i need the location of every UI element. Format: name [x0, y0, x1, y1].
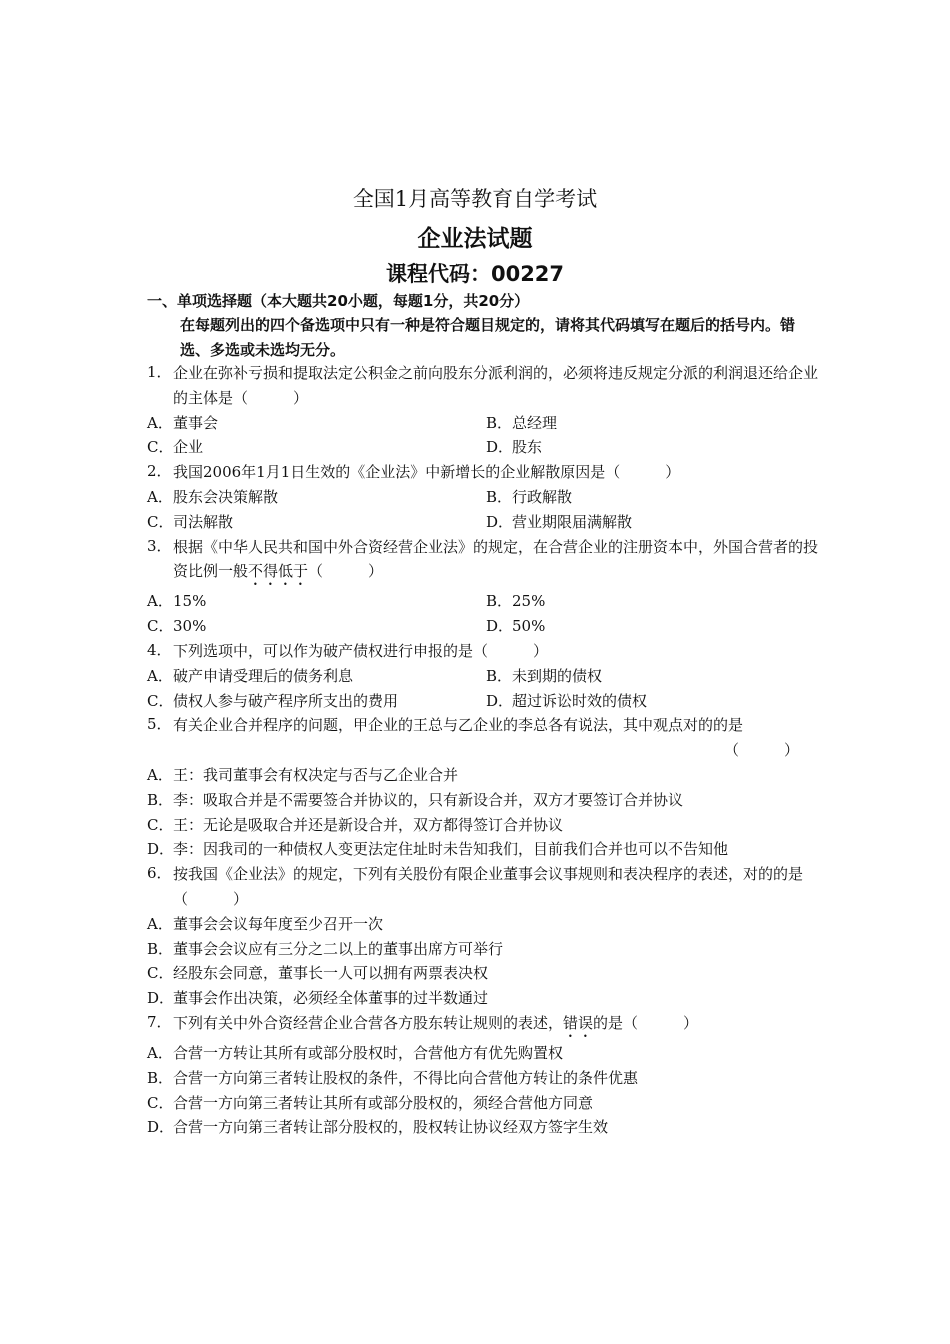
- stem-text: 下列有关中外合资经营企业合营各方股东转让规则的表述，: [173, 1013, 564, 1032]
- option-row: [147, 986, 819, 1011]
- question-number: 3．: [147, 536, 172, 555]
- question-3: [147, 535, 819, 590]
- question-stem: 我国2006年1月1日生效的《企业法》中新增长的企业解散原因是（ ）: [173, 463, 681, 482]
- option-text: 30%: [173, 617, 207, 636]
- option-row: [147, 510, 819, 535]
- option-label: B．: [486, 413, 513, 432]
- option-label: D．: [486, 691, 514, 710]
- option-text: 营业期限届满解散: [512, 512, 633, 531]
- option-row: [147, 614, 819, 639]
- question-stem: [173, 535, 818, 590]
- option-label: D．: [147, 989, 175, 1008]
- exam-title: 全国1月高等教育自学考试: [352, 187, 598, 211]
- option-row: [147, 1091, 819, 1116]
- section-instruction: 在每题列出的四个备选项中只有一种是符合题目规定的，请将其代码填写在题后的括号内。错选、多选或未选均无分。: [180, 316, 796, 359]
- question-5: [147, 713, 819, 738]
- question-number: 1．: [147, 363, 172, 381]
- option-text: 司法解散: [173, 512, 234, 531]
- option-row: [147, 411, 819, 436]
- option-row: [147, 664, 819, 689]
- option-row: [147, 912, 819, 937]
- option-text: 超过诉讼时效的债权: [512, 691, 648, 710]
- option-label: C．: [147, 964, 174, 983]
- option-label: B．: [147, 939, 174, 958]
- option-text: 合营一方向第三者转让其所有或部分股权的，须经合营他方同意: [173, 1093, 594, 1112]
- option-text: 合营一方向第三者转让部分股权的，股权转让协议经双方签字生效: [173, 1118, 609, 1137]
- option-text: 王：无论是吸取合并还是新设合并，双方都得签订合并协议: [173, 815, 564, 834]
- option-label: A．: [147, 765, 173, 784]
- question-stem: 按我国《企业法》的规定，下列有关股份有限企业董事会议事规则和表决程序的表述，对的的是（ ）: [173, 865, 804, 908]
- option-label: D．: [147, 1118, 175, 1137]
- question-number: 4．: [147, 640, 172, 659]
- option-label: C．: [147, 815, 174, 834]
- option-label: D．: [486, 438, 514, 457]
- option-label: A．: [147, 666, 173, 685]
- question-number: 6．: [147, 864, 172, 883]
- option-row: [147, 1041, 819, 1066]
- question-6: [147, 862, 819, 912]
- option-text: 王：我司董事会有权决定与否与乙企业合并: [173, 765, 459, 784]
- option-row: [147, 1115, 819, 1140]
- option-label: B．: [486, 487, 513, 506]
- option-text: 经股东会同意，董事长一人可以拥有两票表决权: [173, 964, 489, 983]
- question-7: [147, 1011, 819, 1041]
- stem-text-end: 的是（ ）: [593, 1013, 699, 1032]
- option-label: D．: [147, 840, 175, 859]
- emphasized-text: 不得低于: [248, 562, 309, 581]
- option-label: C．: [147, 1093, 174, 1112]
- option-label: B．: [486, 666, 513, 685]
- option-text: 25%: [512, 592, 546, 611]
- option-text: 合营一方转让其所有或部分股权时，合营他方有优先购置权: [173, 1043, 564, 1062]
- course-code: 课程代码：00227: [385, 262, 565, 286]
- emphasized-text: 错误: [563, 1013, 594, 1032]
- option-label: B．: [147, 1068, 174, 1087]
- option-text: 50%: [512, 617, 546, 636]
- question-1: [147, 361, 819, 411]
- answer-parens: （ ）: [308, 562, 384, 581]
- option-text: 董事会作出决策，必须经全体董事的过半数通过: [173, 989, 489, 1008]
- question-stem: [173, 1011, 818, 1041]
- option-label: C．: [147, 438, 174, 457]
- option-text: 债权人参与破产程序所支出的费用: [173, 691, 399, 710]
- question-number: 2．: [147, 462, 172, 481]
- question-stem: 企业在弥补亏损和提取法定公积金之前向股东分派利润的，必须将违反规定分派的利润退还给企业的主体是（ ）: [173, 364, 819, 407]
- option-text: 李：吸取合并是不需要签合并协议的，只有新设合并，双方才要签订合并协议: [173, 790, 684, 809]
- option-text: 股东: [512, 438, 543, 457]
- option-row: [147, 1066, 819, 1091]
- question-4: [147, 639, 819, 664]
- option-row: [147, 837, 819, 862]
- option-label: A．: [147, 413, 173, 432]
- option-label: A．: [147, 914, 173, 933]
- option-label: C．: [147, 691, 174, 710]
- question-list: [147, 361, 819, 1140]
- option-text: 股东会决策解散: [173, 487, 279, 506]
- option-row: [147, 485, 819, 510]
- option-text: 15%: [173, 592, 207, 611]
- option-text: 董事会会议应有三分之二以上的董事出席方可举行: [173, 939, 504, 958]
- option-label: A．: [147, 487, 173, 506]
- option-text: 李：因我司的一种债权人变更法定住址时未告知我们，目前我们合并也可以不告知他: [173, 840, 729, 859]
- option-row: [147, 589, 819, 614]
- option-label: D．: [486, 512, 514, 531]
- option-label: B．: [147, 790, 174, 809]
- option-row: [147, 937, 819, 962]
- section-heading: 一、单项选择题（本大题共20小题，每题1分，共20分）: [147, 292, 530, 310]
- question-stem: 下列选项中，可以作为破产债权进行申报的是（ ）: [173, 641, 549, 660]
- question-stem: 有关企业合并程序的问题，甲企业的王总与乙企业的李总各有说法，其中观点对的的是: [173, 716, 744, 735]
- stem-text: 根据《中华人民共和国中外合资经营企业法》的规定，在合营企业的注册资本中，外国合营者的投资比例一般: [173, 537, 819, 581]
- option-row: [147, 788, 819, 813]
- option-label: B．: [486, 592, 513, 611]
- question-number: 7．: [147, 1012, 172, 1031]
- option-text: 企业: [173, 438, 204, 457]
- option-row: [147, 689, 819, 714]
- option-text: 董事会: [173, 413, 219, 432]
- question-2: [147, 460, 819, 485]
- option-row: [147, 763, 819, 788]
- option-row: [147, 435, 819, 460]
- option-text: 未到期的债权: [512, 666, 603, 685]
- option-label: C．: [147, 512, 174, 531]
- option-label: D．: [486, 617, 514, 636]
- option-text: 董事会会议每年度至少召开一次: [173, 914, 384, 933]
- option-text: 行政解散: [512, 487, 573, 506]
- option-text: 总经理: [512, 413, 558, 432]
- option-text: 破产申请受理后的债务利息: [173, 666, 354, 685]
- option-label: C．: [147, 617, 174, 636]
- option-label: A．: [147, 1043, 173, 1062]
- question-number: 5．: [147, 715, 172, 734]
- option-row: [147, 961, 819, 986]
- answer-parens: （ ）: [723, 741, 799, 760]
- subject-title: 企业法试题: [417, 226, 533, 252]
- option-label: A．: [147, 592, 173, 611]
- option-text: 合营一方向第三者转让股权的条件，不得比向合营他方转让的条件优惠: [173, 1068, 639, 1087]
- option-row: [147, 813, 819, 838]
